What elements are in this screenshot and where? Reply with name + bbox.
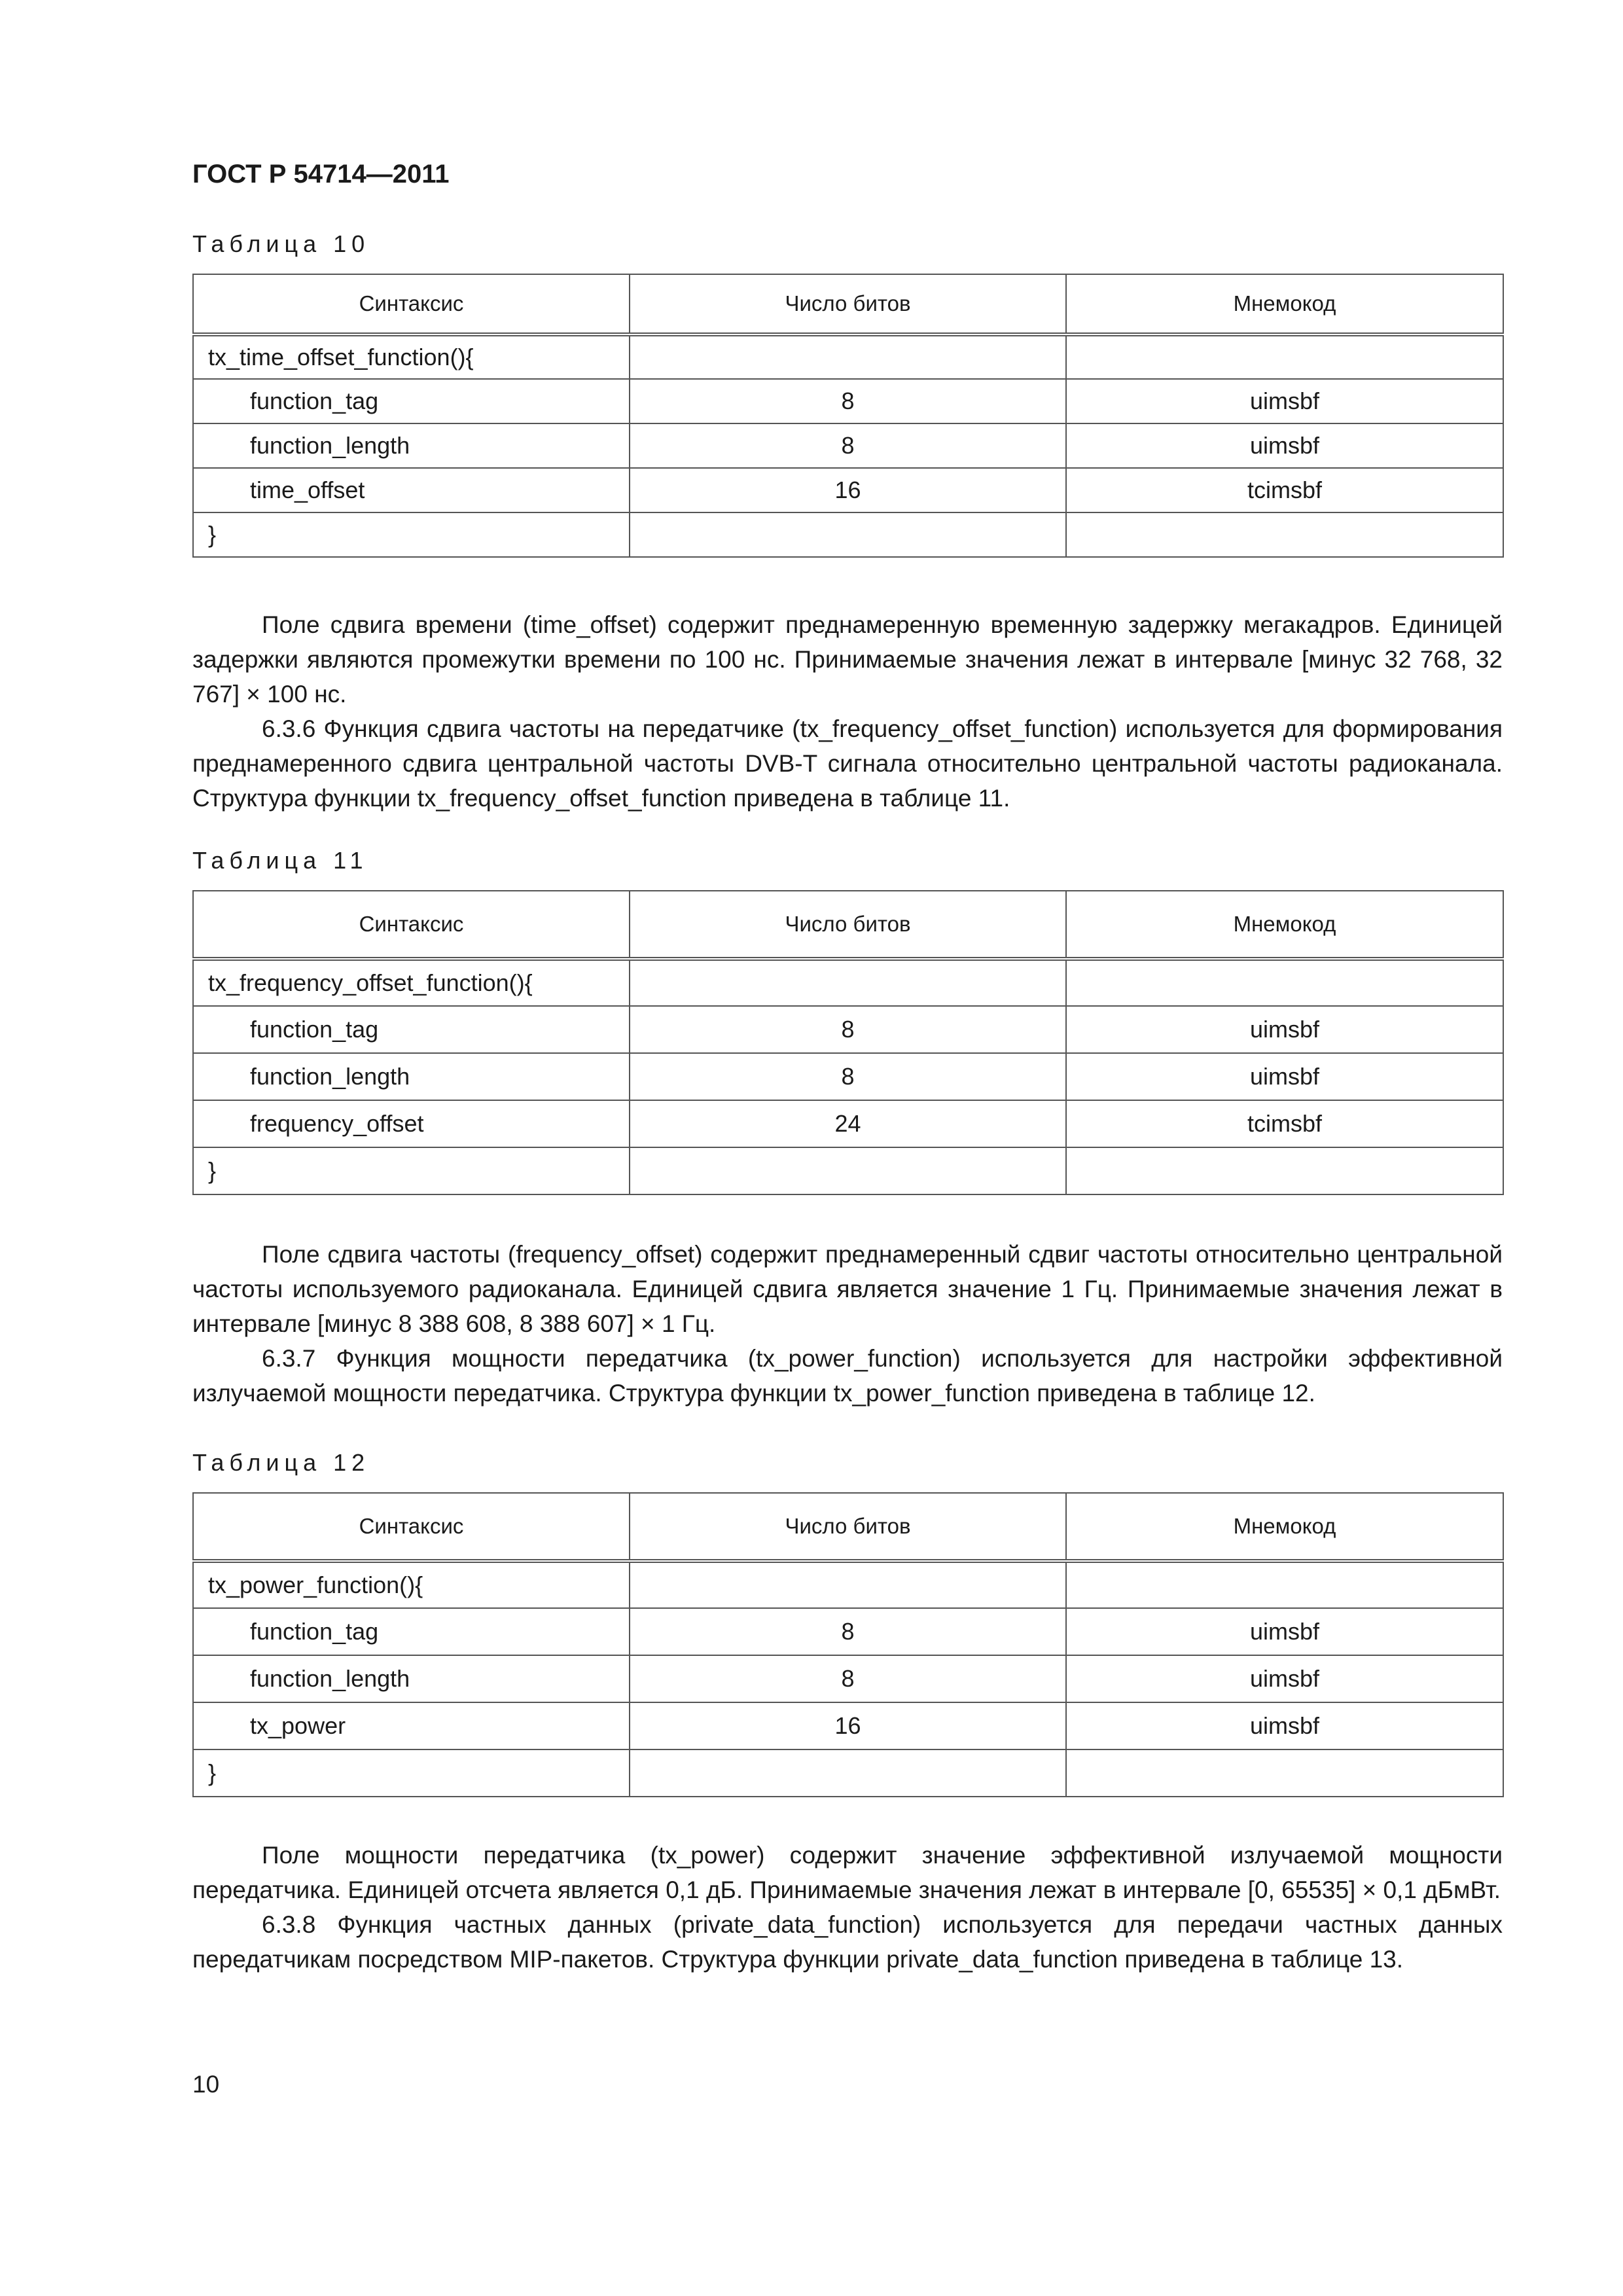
table-row xyxy=(193,1100,1503,1147)
table-header-row xyxy=(193,274,1503,334)
table-row xyxy=(193,379,1503,423)
mnemonic-cell: uimsbf xyxy=(1066,1655,1503,1702)
table-12 xyxy=(192,1492,1504,1797)
bits-cell: 8 xyxy=(630,423,1066,468)
table-header-row xyxy=(193,1493,1503,1561)
paragraph: 6.3.7 Функция мощности передатчика (tx_power_function) используется для настройки эффективной излучаемой мощности передатчика. Структура функции tx_power_function приведена в таблице 12. xyxy=(192,1345,1503,1407)
table-11 xyxy=(192,890,1504,1195)
paragraph: 6.3.8 Функция частных данных (private_data_function) используется для передачи частных данных передатчикам посредством MIP-пакетов. Структура функции private_data_function приведена в таблице 13. xyxy=(192,1911,1503,1973)
mnemonic-cell: tcimsbf xyxy=(1066,1100,1503,1147)
header-syntax: Синтаксис xyxy=(193,1493,630,1561)
bits-cell xyxy=(630,512,1066,557)
bits-cell: 8 xyxy=(630,1006,1066,1053)
mnemonic-cell xyxy=(1066,334,1503,379)
mnemonic-cell: uimsbf xyxy=(1066,1006,1503,1053)
header-bits: Число битов xyxy=(630,891,1066,959)
header-syntax: Синтаксис xyxy=(193,274,630,334)
syntax-cell: frequency_offset xyxy=(193,1100,630,1147)
text-block-2 xyxy=(192,1237,1503,1410)
syntax-cell: tx_power xyxy=(193,1702,630,1749)
paragraph: Поле сдвига времени (time_offset) содержит преднамеренную временную задержку мегакадров. Единицей задержки являются промежутки времени по 100 нс. Принимаемые значения лежат в интервале [минус 32 768, 32 767] × 100 нс. xyxy=(192,611,1503,708)
bits-cell xyxy=(630,1147,1066,1194)
bits-cell: 24 xyxy=(630,1100,1066,1147)
syntax-cell: function_tag xyxy=(193,1608,630,1655)
table-row xyxy=(193,1655,1503,1702)
mnemonic-cell xyxy=(1066,1561,1503,1608)
mnemonic-cell xyxy=(1066,512,1503,557)
table-row xyxy=(193,1053,1503,1100)
mnemonic-cell xyxy=(1066,959,1503,1006)
mnemonic-cell xyxy=(1066,1147,1503,1194)
syntax-cell: tx_time_offset_function(){ xyxy=(193,334,630,379)
bits-cell xyxy=(630,1749,1066,1797)
header-mnemonic: Мнемокод xyxy=(1066,891,1503,959)
table-row xyxy=(193,1147,1503,1194)
table-row xyxy=(193,1006,1503,1053)
bits-cell: 8 xyxy=(630,1655,1066,1702)
table-row xyxy=(193,1608,1503,1655)
mnemonic-cell xyxy=(1066,1749,1503,1797)
syntax-cell: function_length xyxy=(193,423,630,468)
paragraph: Поле мощности передатчика (tx_power) содержит значение эффективной излучаемой мощности передатчика. Единицей отсчета является 0,1 дБ. Принимаемые значения лежат в интервале [0, 65535] × 0,1 дБмВт. xyxy=(192,1842,1503,1903)
page-number: 10 xyxy=(192,2071,220,2098)
syntax-cell: function_length xyxy=(193,1053,630,1100)
table-row xyxy=(193,1561,1503,1608)
header-bits: Число битов xyxy=(630,274,1066,334)
syntax-cell: function_tag xyxy=(193,379,630,423)
header-mnemonic: Мнемокод xyxy=(1066,1493,1503,1561)
mnemonic-cell: uimsbf xyxy=(1066,1053,1503,1100)
bits-cell xyxy=(630,334,1066,379)
syntax-cell: tx_power_function(){ xyxy=(193,1561,630,1608)
header-bits: Число битов xyxy=(630,1493,1066,1561)
mnemonic-cell: tcimsbf xyxy=(1066,468,1503,512)
table-row xyxy=(193,1702,1503,1749)
syntax-cell: } xyxy=(193,1749,630,1797)
header-mnemonic: Мнемокод xyxy=(1066,274,1503,334)
bits-cell xyxy=(630,959,1066,1006)
text-block-1 xyxy=(192,607,1503,816)
bits-cell: 16 xyxy=(630,468,1066,512)
mnemonic-cell: uimsbf xyxy=(1066,379,1503,423)
mnemonic-cell: uimsbf xyxy=(1066,1608,1503,1655)
standard-header: ГОСТ Р 54714—2011 xyxy=(192,160,450,188)
syntax-cell: } xyxy=(193,512,630,557)
bits-cell xyxy=(630,1561,1066,1608)
table-row xyxy=(193,468,1503,512)
syntax-cell: function_tag xyxy=(193,1006,630,1053)
syntax-cell: tx_frequency_offset_function(){ xyxy=(193,959,630,1006)
table-row xyxy=(193,1749,1503,1797)
syntax-cell: function_length xyxy=(193,1655,630,1702)
table-12-caption: Таблица 12 xyxy=(192,1449,370,1476)
mnemonic-cell: uimsbf xyxy=(1066,423,1503,468)
bits-cell: 8 xyxy=(630,1053,1066,1100)
bits-cell: 16 xyxy=(630,1702,1066,1749)
syntax-cell: } xyxy=(193,1147,630,1194)
table-row xyxy=(193,423,1503,468)
table-10-caption: Таблица 10 xyxy=(192,230,370,257)
header-syntax: Синтаксис xyxy=(193,891,630,959)
table-header-row xyxy=(193,891,1503,959)
bits-cell: 8 xyxy=(630,1608,1066,1655)
table-10 xyxy=(192,274,1504,558)
text-block-3 xyxy=(192,1838,1503,1977)
table-row xyxy=(193,959,1503,1006)
table-row xyxy=(193,334,1503,379)
syntax-cell: time_offset xyxy=(193,468,630,512)
bits-cell: 8 xyxy=(630,379,1066,423)
table-11-caption: Таблица 11 xyxy=(192,847,368,874)
mnemonic-cell: uimsbf xyxy=(1066,1702,1503,1749)
paragraph: Поле сдвига частоты (frequency_offset) содержит преднамеренный сдвиг частоты относительно центральной частоты используемого радиоканала. Единицей сдвига является значение 1 Гц. Принимаемые значения лежат в интервале [минус 8 388 608, 8 388 607] × 1 Гц. xyxy=(192,1241,1503,1337)
table-row xyxy=(193,512,1503,557)
paragraph: 6.3.6 Функция сдвига частоты на передатчике (tx_frequency_offset_function) используется для формирования преднамеренного сдвига центральной частоты DVB-T сигнала относительно центральной частоты радиоканала. Структура функции tx_frequency_offset_function приведена в таблице 11. xyxy=(192,715,1503,812)
